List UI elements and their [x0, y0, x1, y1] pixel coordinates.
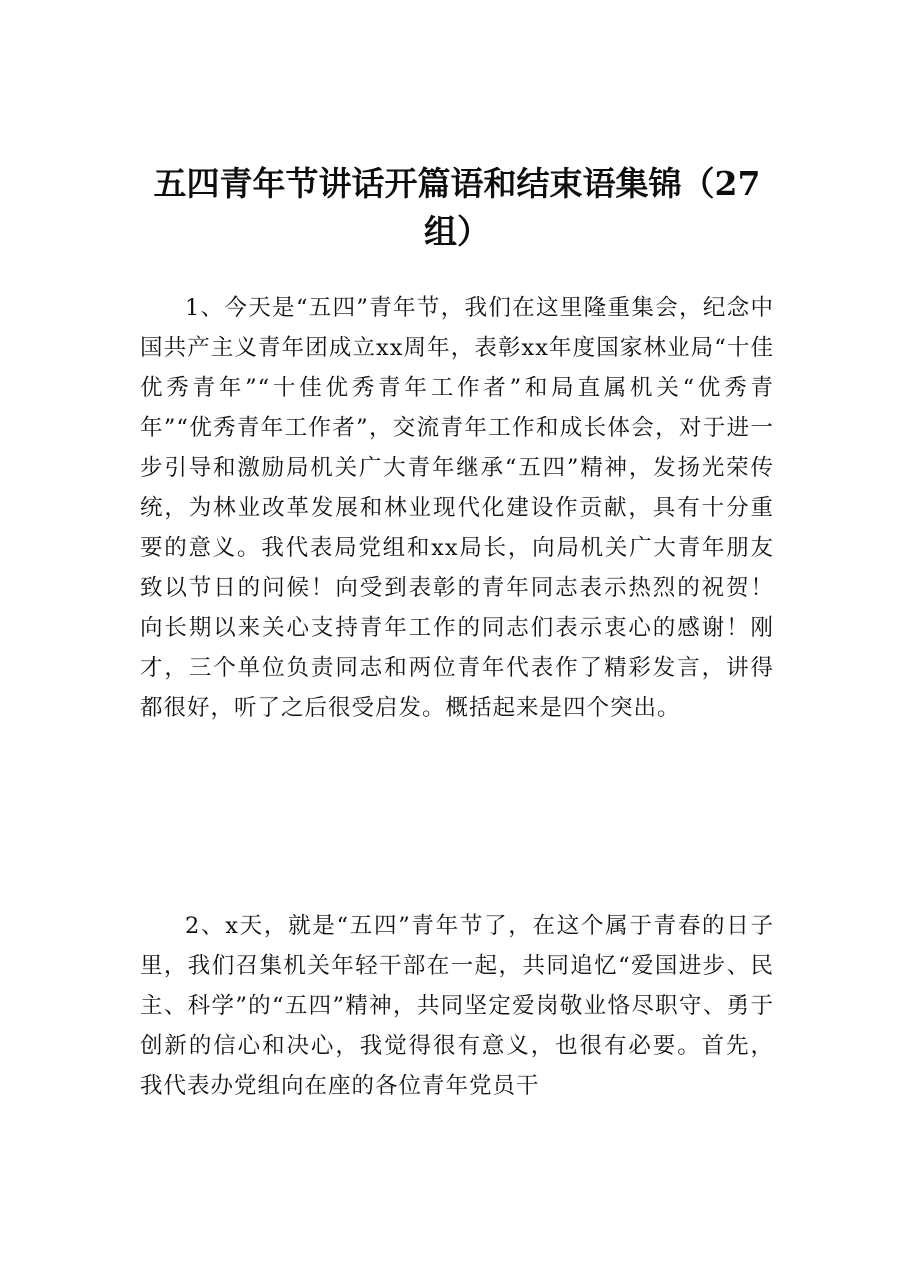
- document-title: 五四青年节讲话开篇语和结束语集锦（27组）: [153, 164, 761, 251]
- paragraph-2: 2、x天，就是“五四”青年节了，在这个属于青春的日子里，我们召集机关年轻干部在一起，共同追忆“爱国进步、民主、科学”的“五四”精神，共同坚定爱岗敬业恪尽职守、勇于创新的信心和决心，我觉得很有意义，也很有必要。首先，我代表办党组向在座的各位青年党员干: [140, 913, 774, 1099]
- paragraph-1: 1、今天是“五四”青年节，我们在这里隆重集会，纪念中国共产主义青年团成立xx周年，表彰xx年度国家林业局“十佳优秀青年”“十佳优秀青年工作者”和局直属机关“优秀青年”“优秀青年工作者”，交流青年工作和成长体会，对于进一步引导和激励局机关广大青年继承“五四”精神，发扬光荣传统，为林业改革发展和林业现代化建设作贡献，具有十分重要的意义。我代表局党组和xx局长，向局机关广大青年朋友致以节日的问候！向受到表彰的青年同志表示热烈的祝贺！向长期以来关心支持青年工作的同志们表示衷心的感谢！刚才，三个单位负责同志和两位青年代表作了精彩发言，讲得都很好，听了之后很受启发。概括起来是四个突出。: [140, 295, 774, 721]
